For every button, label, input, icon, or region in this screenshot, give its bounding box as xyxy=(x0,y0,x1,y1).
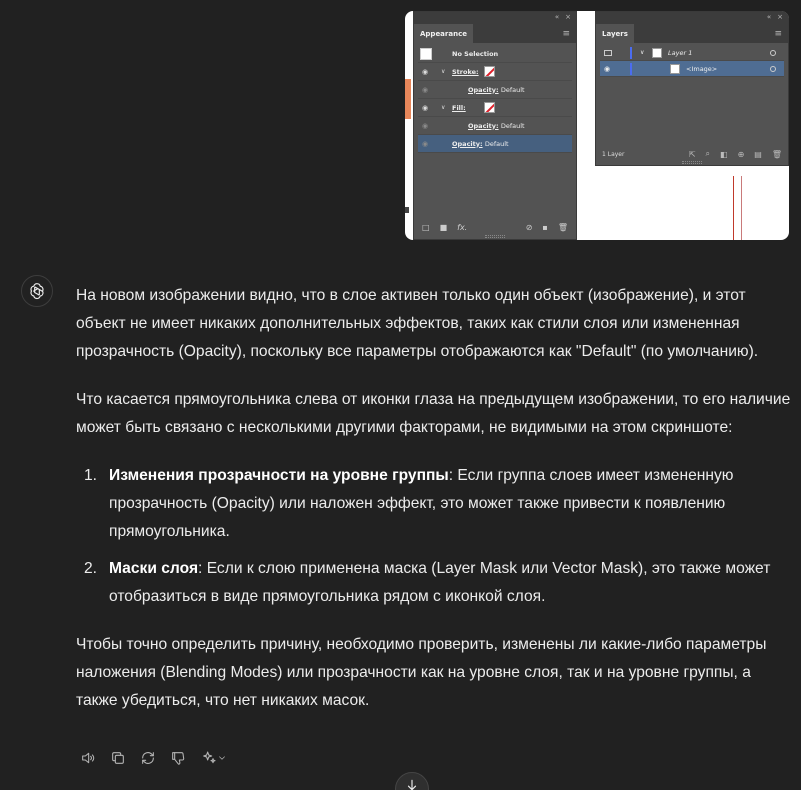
appearance-row-fill xyxy=(418,99,572,117)
layer-row-selected xyxy=(600,61,784,77)
trash-icon: 🗑 xyxy=(557,222,568,232)
opacity-value: Default xyxy=(500,85,525,94)
eye-icon: ◉ xyxy=(422,67,429,76)
layers-footer xyxy=(596,147,788,161)
chevron-down-icon: ∨ xyxy=(441,104,446,111)
list-item-text: : Если группа слоев имеет измененную прозрачность (Opacity) или наложен эффект, это может также привести к появлению прямоугольника. xyxy=(109,467,734,540)
appearance-row-opacity-selected xyxy=(418,135,572,153)
read-aloud-button[interactable] xyxy=(78,748,98,768)
copy-icon xyxy=(110,750,126,766)
list-number: 1. xyxy=(84,467,98,484)
regenerate-icon xyxy=(140,750,156,766)
layer-name: Layer 1 xyxy=(668,48,693,57)
clip-mask-icon: ◧ xyxy=(720,149,728,159)
appearance-row-stroke xyxy=(418,63,572,81)
tab-layers: Layers xyxy=(596,24,634,43)
panel-tabrow xyxy=(414,22,576,43)
arrow-down-icon xyxy=(405,778,419,790)
fill-label: Fill: xyxy=(452,103,466,112)
scroll-to-bottom-button[interactable] xyxy=(395,772,429,790)
white-swatch-icon xyxy=(420,48,432,60)
appearance-row-no-selection xyxy=(418,45,572,63)
target-circle-icon xyxy=(770,66,776,72)
layers-panel xyxy=(595,11,789,166)
trash-icon: 🗑 xyxy=(771,149,782,159)
sparkle-model-icon xyxy=(201,750,217,766)
list-item xyxy=(76,462,792,546)
list-item xyxy=(76,555,792,611)
copy-button[interactable] xyxy=(108,748,128,768)
message-list xyxy=(76,462,792,611)
assistant-message xyxy=(76,282,792,735)
new-layer-icon: ▤ xyxy=(754,149,762,159)
panel-menu-icon: ≡ xyxy=(774,29,782,39)
search-icon: ⌕ xyxy=(705,149,711,158)
new-sublayer-icon: ⊕ xyxy=(737,149,745,159)
opacity-label: Opacity: xyxy=(452,139,483,148)
message-paragraph: Чтобы точно определить причину, необходимо проверить, изменены ли какие-либо параметры наложения (Blending Modes) или прозрачности как на уровне слоя, так и на уровне группы, а также убедиться, что нет никаких масок. xyxy=(76,636,767,709)
artboard-guide-line xyxy=(733,176,734,240)
artboard-guide-line xyxy=(741,176,742,240)
close-icon: × xyxy=(777,13,783,21)
message-actions xyxy=(78,748,230,768)
thumbs-down-icon xyxy=(170,750,186,766)
layer-thumbnail xyxy=(652,48,662,58)
duplicate-item-icon: ▪ xyxy=(542,222,548,232)
opacity-label: Opacity: xyxy=(468,85,499,94)
layer-color-bar xyxy=(630,63,632,75)
panel-topbar xyxy=(414,12,576,22)
regenerate-button[interactable] xyxy=(138,748,158,768)
opacity-label: Opacity: xyxy=(468,121,499,130)
attached-screenshot[interactable] xyxy=(405,11,789,240)
image-thumbnail xyxy=(670,64,680,74)
layers-list xyxy=(600,45,784,77)
export-icon: ⇱ xyxy=(688,149,696,159)
resize-grip-icon xyxy=(682,161,702,164)
message-paragraph: На новом изображении видно, что в слое активен только один объект (изображение), и этот объект не имеет никаких дополнительных эффектов, таких как стили слоя или измененная прозрачность (Opacity), поскольку все параметры отображаются как "Default" (по умолчанию). xyxy=(76,287,759,360)
thumbs-down-button[interactable] xyxy=(168,748,188,768)
read-aloud-icon xyxy=(80,750,96,766)
new-fill-icon: ■ xyxy=(439,222,448,232)
clear-appearance-icon: ⊘ xyxy=(525,222,533,232)
stroke-label: Stroke: xyxy=(452,67,479,76)
list-item-title: Изменения прозрачности на уровне группы xyxy=(109,467,449,484)
chevron-down-icon: ∨ xyxy=(441,68,446,75)
appearance-bottombar xyxy=(414,219,576,235)
target-circle-icon xyxy=(770,50,776,56)
no-selection-label: No Selection xyxy=(452,49,499,58)
appearance-list xyxy=(418,45,572,153)
list-item-text: : Если к слою применена маска (Layer Mask или Vector Mask), это также может отобразиться в виде прямоугольника рядом с иконкой слоя. xyxy=(109,560,771,605)
chevron-down-icon: ∨ xyxy=(640,49,645,56)
artwork-edge xyxy=(405,207,409,213)
none-swatch-icon xyxy=(484,102,495,113)
opacity-value: Default xyxy=(484,139,509,148)
eye-icon: ◉ xyxy=(422,121,429,130)
switch-model-button[interactable] xyxy=(198,748,230,768)
close-icon: × xyxy=(565,13,571,21)
none-swatch-icon xyxy=(484,66,495,77)
fx-icon: fx. xyxy=(457,222,468,232)
openai-logo-icon xyxy=(27,281,47,301)
appearance-row-opacity xyxy=(418,81,572,99)
visibility-toggle-icon xyxy=(604,50,612,56)
assistant-avatar xyxy=(21,275,53,307)
chevron-down-icon xyxy=(217,753,227,763)
new-stroke-icon: □ xyxy=(422,222,430,232)
layer-color-bar xyxy=(630,47,632,59)
layer-row xyxy=(600,45,784,61)
message-paragraph: Что касается прямоугольника слева от иконки глаза на предыдущем изображении, то его наличие может быть связано с несколькими другими факторами, не видимыми на этом скриншоте: xyxy=(76,391,791,436)
panel-tabrow xyxy=(596,22,788,43)
eye-icon: ◉ xyxy=(422,139,429,148)
layer-name: <Image> xyxy=(686,64,718,73)
eye-icon: ◉ xyxy=(604,64,611,73)
tab-appearance: Appearance xyxy=(414,24,473,43)
collapse-icon: « xyxy=(766,13,772,21)
collapse-icon: « xyxy=(554,13,560,21)
layer-count: 1 Layer xyxy=(602,150,625,158)
list-number: 2. xyxy=(84,560,98,577)
appearance-row-opacity xyxy=(418,117,572,135)
appearance-panel xyxy=(413,11,577,240)
eye-icon: ◉ xyxy=(422,85,429,94)
panel-topbar xyxy=(596,12,788,22)
panel-menu-icon: ≡ xyxy=(562,29,570,39)
eye-icon: ◉ xyxy=(422,103,429,112)
resize-grip-icon xyxy=(485,235,505,238)
artwork-edge xyxy=(405,79,411,119)
opacity-value: Default xyxy=(500,121,525,130)
list-item-title: Маски слоя xyxy=(109,560,199,577)
